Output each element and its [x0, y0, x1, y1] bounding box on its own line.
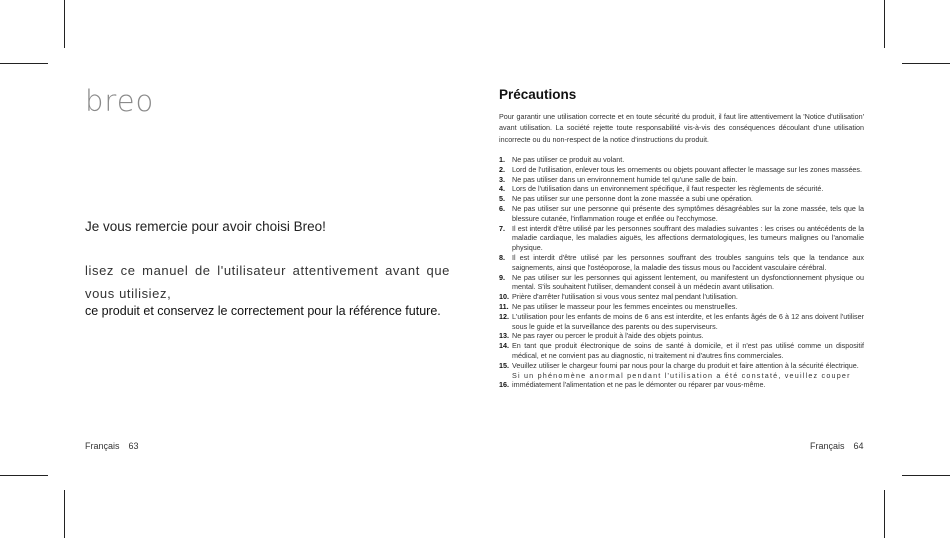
item-text: Ne pas utiliser sur une personne qui présente des symptômes désagréables sur la zone massée, tels que la blessure cutanée, l'inflammation rouge et enflée ou l'ecchymose.	[512, 203, 864, 223]
item-text: Ne pas utiliser le masseur pour les femmes enceintes ou menstruelles.	[512, 301, 738, 311]
item-number: 14.	[499, 341, 509, 351]
list-item	[499, 224, 864, 253]
list-item	[499, 155, 864, 165]
list-item	[499, 371, 864, 381]
list-item	[499, 312, 864, 332]
item-number: 7.	[499, 223, 505, 233]
crop-mark	[64, 0, 65, 48]
item-number: 11.	[499, 301, 509, 311]
crop-mark	[0, 63, 48, 64]
item-text: Ne pas utiliser sur une personne dont la zone massée a subi une opération.	[512, 194, 753, 204]
list-item	[499, 165, 864, 175]
item-number: 8.	[499, 252, 505, 262]
right-footer	[810, 441, 864, 451]
item-number: 15.	[499, 360, 509, 370]
item-text: Il est interdit d'être utilisé par les personnes souffrant des maladies suivantes : les crises ou antécédents de la maladie cardiaque, les maladies aiguës, les affections dermatologiques, les tumeurs malignes ou l'anomalie physique.	[512, 223, 864, 253]
intro-paragraph: Pour garantir une utilisation correcte et en toute sécurité du produit, il faut lire attentivement la 'Notice d'utilisation' avant utilisation. La société rejette toute responsabilité vis-à-vis des conséquences découlant d'une utilisation incorrecte ou du non-respect de la notice d'instructions du produit.	[499, 112, 864, 144]
thanks-text: Je vous remercie pour avoir choisi Breo!	[85, 219, 326, 234]
item-number: 12.	[499, 311, 509, 321]
footer-language: Français	[85, 441, 120, 451]
list-item	[499, 175, 864, 185]
item-number: 2.	[499, 164, 505, 174]
item-number: 4.	[499, 184, 505, 194]
list-item	[499, 273, 864, 293]
item-text: Lors de l'utilisation dans un environnement spécifique, il faut respecter les règlements de sécurité.	[512, 184, 824, 194]
item-text: Si un phénomène anormal pendant l'utilisation a été constaté, veuillez couper	[512, 370, 851, 380]
list-item	[499, 331, 864, 341]
item-number: 9.	[499, 272, 505, 282]
list-item	[499, 361, 864, 371]
list-item	[499, 204, 864, 224]
item-text: Il est interdit d'être utilisé par les personnes souffrant des troubles sanguins tels que la tendance aux saignements, ainsi que l'ostéoporose, la maladie des tissus mous ou l'accident vasculaire cérébral.	[512, 252, 864, 272]
list-item	[499, 341, 864, 361]
item-text: En tant que produit électronique de soins de santé à domicile, et il n'est pas utilisé comme un dispositif médical, et ne convient pas au diagnostic, ni traitement ni d'autres fins commerciales.	[512, 341, 864, 360]
item-text: Ne pas utiliser sur les personnes qui agissent lentement, ou manifestent un dysfonctionnement physique ou mental. S'ils souhaitent l'utiliser, demandent conseil à un médecin avant utilisation.	[512, 272, 864, 292]
footer-language: Français	[810, 441, 845, 451]
crop-mark	[0, 475, 48, 476]
item-text: immédiatement l'alimentation et ne pas le démonter ou réparer par vous-même.	[512, 380, 766, 390]
page-number: 64	[853, 441, 864, 451]
precautions-list	[499, 155, 864, 390]
item-number: 3.	[499, 174, 505, 184]
list-item	[499, 253, 864, 273]
page-title: Précautions	[499, 87, 577, 102]
item-number: 1.	[499, 155, 505, 164]
item-number: 6.	[499, 203, 505, 213]
crop-mark	[902, 475, 950, 476]
crop-mark	[64, 490, 65, 538]
list-item	[499, 380, 864, 390]
read-manual-text: lisez ce manuel de l'utilisateur attentivement avant que vous utilisiez,	[85, 263, 450, 301]
keep-product-text: ce produit et conservez le correctement pour la référence future.	[85, 304, 441, 318]
list-item	[499, 292, 864, 302]
list-item	[499, 184, 864, 194]
page-number: 63	[128, 441, 139, 451]
item-text: L'utilisation pour les enfants de moins de 6 ans est interdite, et les enfants âgés de 6 à 12 ans doivent l'utiliser sous le guide et la surveillance des parents ou des superviseurs.	[512, 311, 864, 331]
list-item	[499, 302, 864, 312]
crop-mark	[884, 0, 885, 48]
item-text: Lord de l'utilisation, enlever tous les ornements ou objets pouvant affecter le massage sur les zones massées.	[512, 164, 863, 174]
brand-logo: breo	[85, 84, 155, 118]
item-text: Prière d'arrêter l'utilisation si vous vous sentez mal pendant l'utilisation.	[512, 292, 738, 302]
crop-mark	[902, 63, 950, 64]
item-number	[499, 371, 512, 381]
item-number: 13.	[499, 331, 509, 341]
item-number: 10.	[499, 292, 509, 302]
item-text: Ne pas rayer ou percer le produit à l'aide des objets pointus.	[512, 331, 704, 341]
list-item	[499, 194, 864, 204]
crop-mark	[884, 490, 885, 538]
item-text: Ne pas utiliser ce produit au volant.	[512, 155, 625, 164]
item-number: 16.	[499, 380, 509, 390]
left-footer	[85, 441, 139, 451]
item-text: Veuillez utiliser le chargeur fourni par nous pour la charge du produit et faire attention à la sécurité électrique.	[512, 360, 859, 370]
item-number: 5.	[499, 194, 505, 204]
item-text: Ne pas utiliser dans un environnement humide tel qu'une salle de bain.	[512, 174, 738, 184]
